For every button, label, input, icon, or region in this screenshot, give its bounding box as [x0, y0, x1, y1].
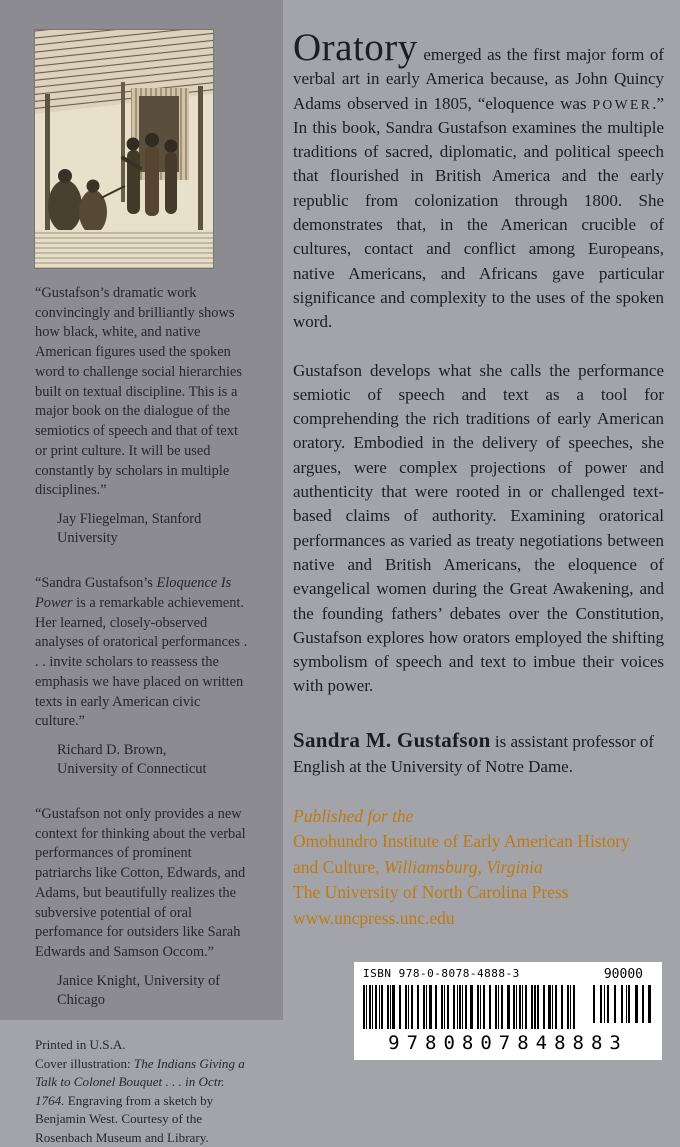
author-bio	[293, 725, 664, 780]
para1-smallcaps-power: POWER	[592, 97, 652, 112]
williamsburg-virginia: Williamsburg, Virginia	[384, 857, 543, 877]
blurb-brown-attribution	[57, 741, 251, 779]
para1-text-cont: .” In this book, Sandra Gustafson examines the multiple traditions of sacred, diplomatic, and political speech that flourished in British America and the early republic from colonization through 1800. She demonstrates that, in the American crucible of cultures, contact and conflict among Europeans, native Americans, and Africans gave particular significance and complexity to the uses of the spoken word.	[293, 94, 664, 332]
attribution-line: Janice Knight, University of Chicago	[57, 972, 251, 1010]
cover-illustration-credit	[35, 1055, 251, 1147]
credit-post: Engraving from a sketch by Benjamin West. Courtesy of the Rosenbach Museum and Library.	[35, 1093, 213, 1145]
barcode-addon-bars	[593, 985, 651, 1023]
main-column	[283, 0, 680, 1020]
para1-text: emerged as the first major form of verbal art in early America because, as John Quincy Adams observed in 1805, “eloquence was	[293, 45, 664, 113]
attribution-line: Jay Fliegelman, Stanford University	[57, 510, 251, 548]
barcode-digits: 9780807848883	[363, 1032, 653, 1054]
barcode	[354, 962, 662, 1060]
omohundro-institute-line: Omohundro Institute of Early American History	[293, 829, 664, 855]
barcode-main-bars	[363, 985, 579, 1029]
blurb-brown-text	[35, 574, 251, 732]
blurb-knight-attribution	[57, 972, 251, 1010]
blurb-brown-pre: “Sandra Gustafson’s	[35, 575, 157, 591]
left-column	[0, 0, 283, 1020]
credit-title: The Indians Giving a Talk to Colonel Bouquet . . . in Octr. 1764.	[35, 1056, 245, 1108]
blurb-fliegelman-attribution	[57, 510, 251, 548]
description-paragraph-1	[293, 28, 664, 335]
credit-pre: Cover illustration:	[35, 1056, 134, 1071]
press-url: www.uncpress.unc.edu	[293, 906, 664, 932]
lead-word-oratory: Oratory	[293, 26, 418, 69]
engraving-image	[35, 30, 213, 268]
and-culture-line	[293, 855, 664, 881]
cover-illustration-engraving	[35, 30, 213, 268]
barcode-addon-number: 90000	[604, 967, 643, 982]
blurb-brown-book-title: Eloquence Is Power	[35, 575, 231, 611]
published-for-the: Published for the	[293, 804, 664, 830]
attribution-line: University of Connecticut	[57, 760, 251, 779]
barcode-header	[363, 967, 653, 982]
blurb-fliegelman-text: “Gustafson’s dramatic work convincingly and brilliantly shows how black, white, and native American figures used the spoken word to challenge social hierarchies built on textual discipline. This is a major book on the dialogue of the semiotics of speech and that of text or print culture. It will be used constantly by scholars in multiple disciplines.”	[35, 284, 251, 501]
attribution-line: Richard D. Brown,	[57, 741, 251, 760]
and-culture-text: and Culture,	[293, 857, 384, 877]
unc-press-line: The University of North Carolina Press	[293, 880, 664, 906]
blurb-brown-post: is a remarkable achievement. Her learned, closely-observed analyses of oratorical performances . . . invite scholars to reassess the emphasis we have placed on written texts in early American civic culture.”	[35, 595, 247, 729]
author-name: Sandra M. Gustafson	[293, 728, 491, 752]
publisher-block	[293, 804, 664, 932]
blurb-knight-text: “Gustafson not only provides a new context for thinking about the verbal performances of prominent patriarchs like Cotton, Edwards, and Adams, but beautifully realizes the subversive potential of oral perfomance for outsiders like Sarah Edwards and Samson Occom.”	[35, 805, 251, 963]
description-paragraph-2: Gustafson develops what she calls the performance semiotic of speech and text as a tool for comprehending the rich traditions of early American oratory. Embodied in the delivery of speeches, she argues, were complex projections of power and authenticity that were rooted in or challenged text-based claims of authority. Examining oratorical performances as varied as treaty negotiations between native and British Americans, the eloquence of evangelical women during the Great Awakening, and the founding fathers’ debates over the Constitution, Gustafson explores how orators employed the shifting symbolism of speech and text to imbue their voices with power.	[293, 359, 664, 699]
printed-in-usa: Printed in U.S.A.	[35, 1036, 251, 1055]
author-bio-rest: is assistant professor of English at the University of Notre Dame.	[293, 732, 654, 776]
barcode-bars-row	[363, 985, 653, 1029]
isbn-label: ISBN 978-0-8078-4888-3	[363, 967, 520, 980]
imprint-block	[35, 1036, 251, 1147]
